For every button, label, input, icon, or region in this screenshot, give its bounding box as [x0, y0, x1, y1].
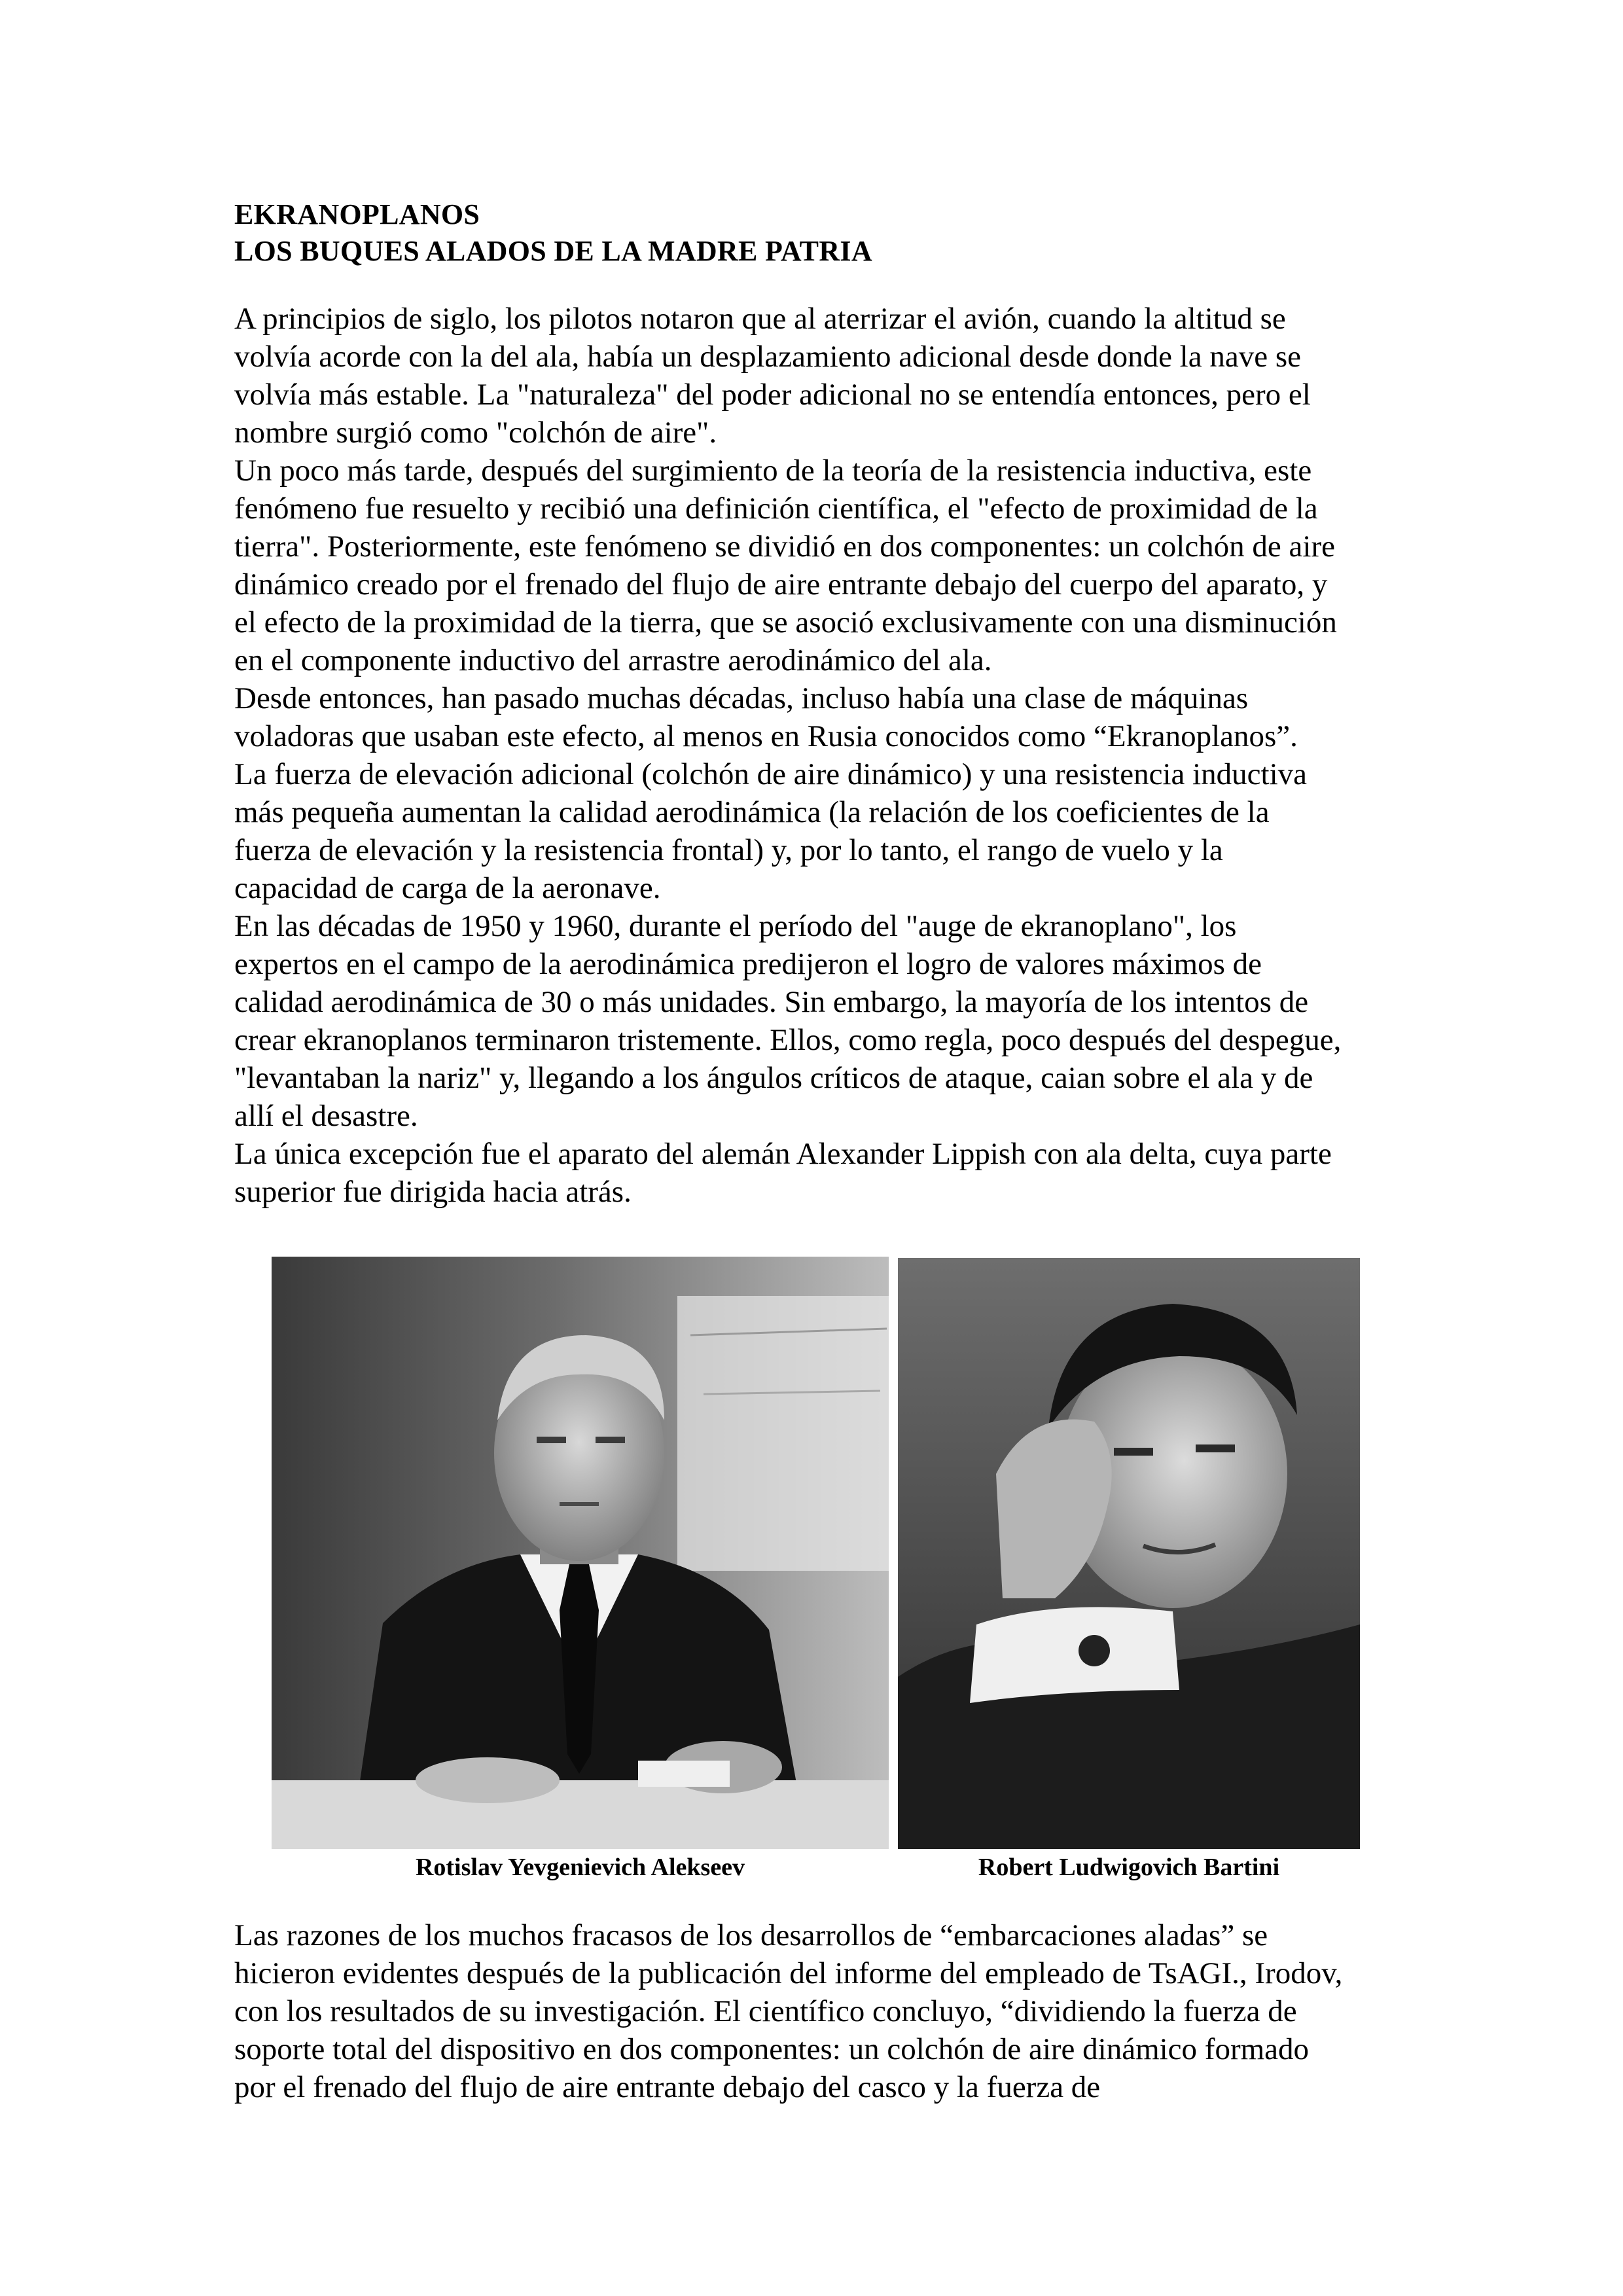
- paragraph: La única excepción fue el aparato del alemán Alexander Lippish con ala delta, cuya parte superior fue dirigida hacia atrás.: [234, 1137, 1332, 1209]
- body-text-continued: [234, 1916, 1347, 2106]
- document-subtitle: LOS BUQUES ALADOS DE LA MADRE PATRIA: [234, 235, 872, 267]
- photo-caption-left: Rotislav Yevgenievich Alekseev: [415, 1854, 745, 1881]
- paragraph: En las décadas de 1950 y 1960, durante el período del "auge de ekranoplano", los expertos en el campo de la aerodinámica predijeron el logro de valores máximos de calidad aerodinámica de 30 o más unidades. Sin embargo, la mayoría de los intentos de crear ekranoplanos terminaron tristemente. Ellos, como regla, poco después del despegue, "levantaban la nariz" y, llegando a los ángulos críticos de ataque, caian sobre el ala y de allí el desastre.: [234, 909, 1342, 1133]
- portrait-photo-bartini: [898, 1258, 1360, 1849]
- paragraph: La fuerza de elevación adicional (colchón de aire dinámico) y una resistencia inductiva más pequeña aumentan la calidad aerodinámica (la relación de los coeficientes de la fuerza de elevación y la resistencia frontal) y, por lo tanto, el rango de vuelo y la capacidad de carga de la aeronave.: [234, 757, 1308, 905]
- title-block: [234, 196, 1386, 270]
- body-text: [234, 300, 1347, 1211]
- portrait-image: [272, 1257, 889, 1849]
- paragraph: Las razones de los muchos fracasos de los desarrollos de “embarcaciones aladas” se hicieron evidentes después de la publicación del informe del empleado de TsAGI., Irodov, con los resultados de su investigación. El científico concluyo, “dividiendo la fuerza de soporte total del dispositivo en dos componentes: un colchón de aire dinámico formado por el frenado del flujo de aire entrante debajo del casco y la fuerza de: [234, 1918, 1343, 2104]
- portrait-photo-alekseev: [272, 1257, 889, 1849]
- photo-caption-right: Robert Ludwigovich Bartini: [978, 1854, 1280, 1881]
- portrait-image: [898, 1258, 1360, 1849]
- paragraph: A principios de siglo, los pilotos notaron que al aterrizar el avión, cuando la altitud se volvía acorde con la del ala, había un desplazamiento adicional desde donde la nave se volvía más estable. La "naturaleza" del poder adicional no se entendía entonces, pero el nombre surgió como "colchón de aire".: [234, 302, 1311, 450]
- paragraph: Desde entonces, han pasado muchas décadas, incluso había una clase de máquinas voladoras que usaban este efecto, al menos en Rusia conocidos como “Ekranoplanos”.: [234, 681, 1298, 753]
- document-title: EKRANOPLANOS: [234, 198, 480, 230]
- paragraph: Un poco más tarde, después del surgimiento de la teoría de la resistencia inductiva, este fenómeno fue resuelto y recibió una definición científica, el "efecto de proximidad de la tierra". Posteriormente, este fenómeno se dividió en dos componentes: un colchón de aire dinámico creado por el frenado del flujo de aire entrante debajo del cuerpo del aparato, y el efecto de la proximidad de la tierra, que se asoció exclusivamente con una disminución en el componente inductivo del arrastre aerodinámico del ala.: [234, 454, 1337, 677]
